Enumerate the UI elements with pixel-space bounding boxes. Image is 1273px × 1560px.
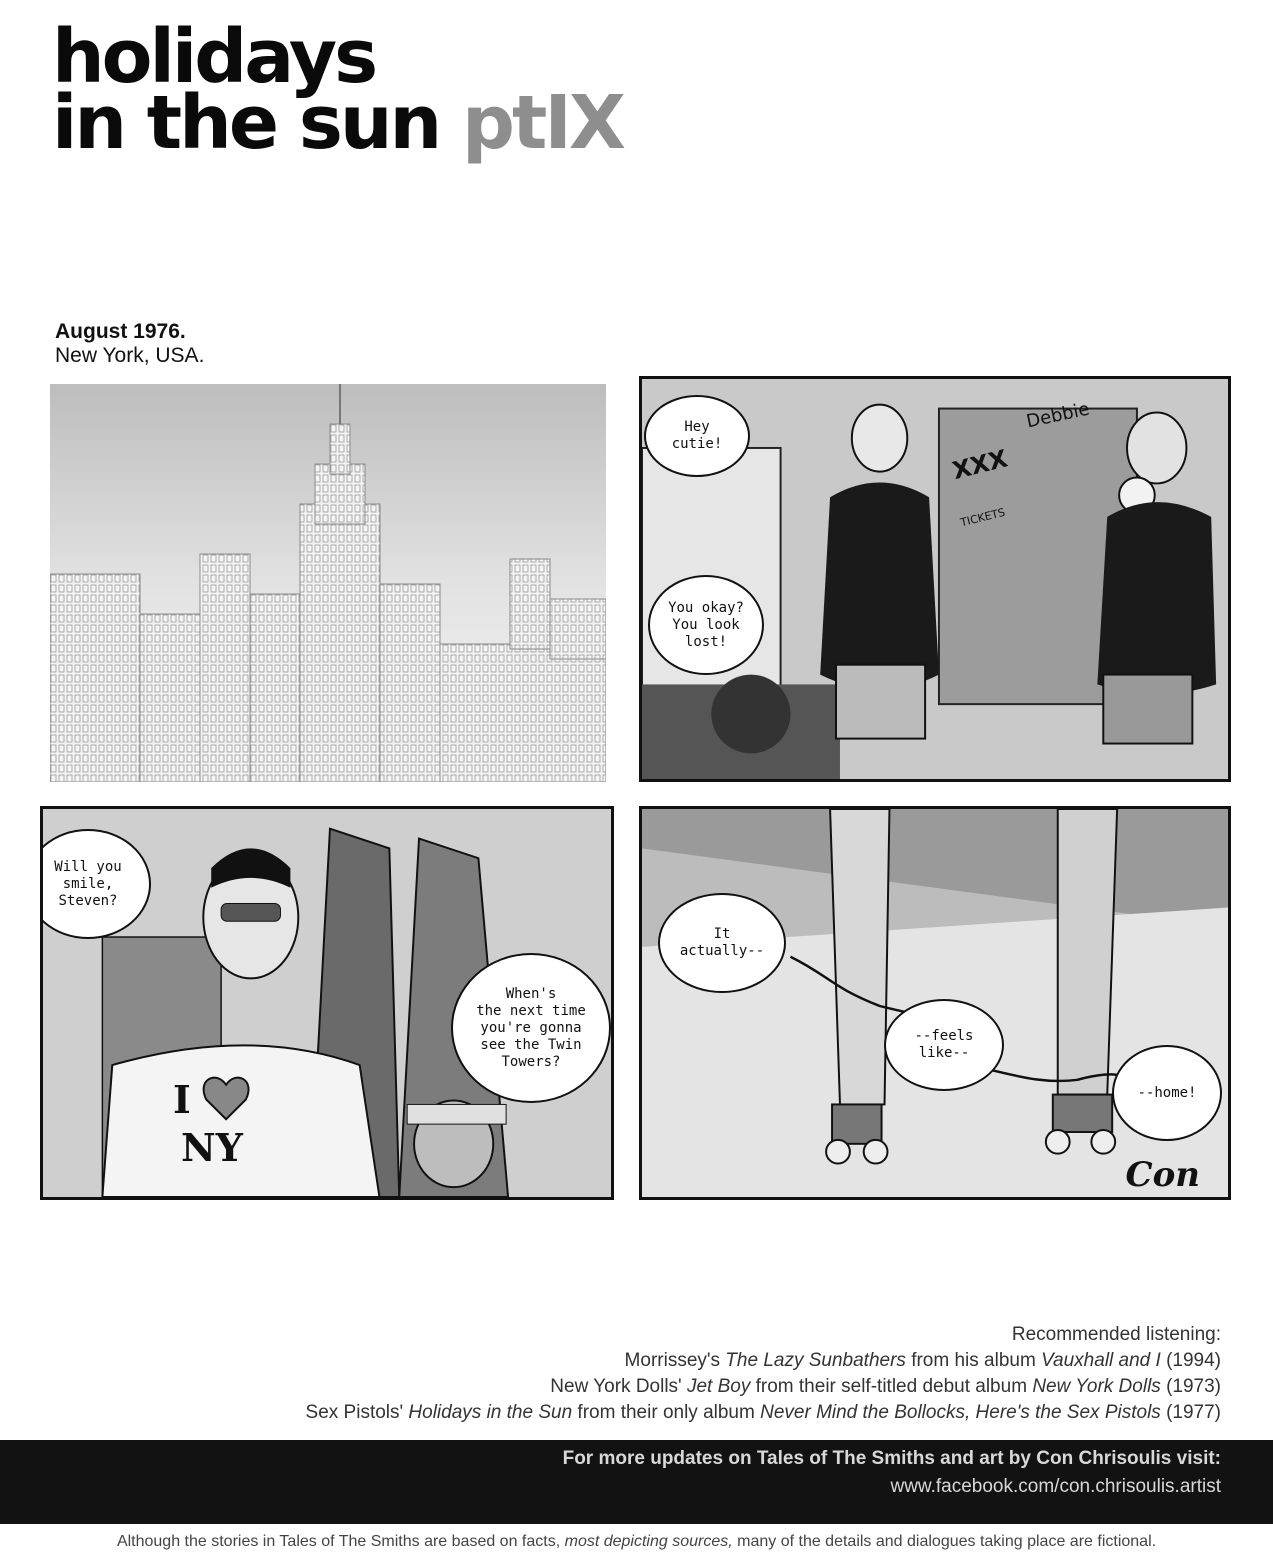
panel-street: [639, 376, 1231, 782]
page-title: [52, 14, 623, 166]
footer-lead: For more updates on Tales of The Smiths and art by Con Chrisoulis visit:: [562, 1448, 1221, 1469]
speech-balloon-hey-cutie: Hey cutie!: [644, 395, 750, 477]
speech-balloon-home: --home!: [1112, 1045, 1222, 1141]
speech-balloon-feels-like: --feels like--: [884, 999, 1004, 1091]
sign-xxx: XXX: [949, 444, 1011, 486]
skyline-illustration: [50, 384, 606, 782]
panel-skyline: [50, 384, 606, 782]
speech-balloon-you-okay: You okay? You look lost!: [648, 575, 764, 675]
listening-item: New York Dolls' Jet Boy from their self-titled debut album New York Dolls (1973): [550, 1376, 1221, 1397]
listening-item: Morrissey's The Lazy Sunbathers from his album Vauxhall and I (1994): [624, 1350, 1221, 1371]
listening-item: Sex Pistols' Holidays in the Sun from their only album Never Mind the Bollocks, Here's the Sex Pistols (1977): [305, 1402, 1221, 1423]
shirt-letters-ny: NY: [181, 1125, 243, 1170]
recommended-listening: [306, 1322, 1221, 1426]
artist-signature: Con: [1125, 1155, 1200, 1195]
title-line-1: holidays: [52, 14, 376, 100]
panel-twin-towers: [40, 806, 614, 1200]
footer-url-link[interactable]: www.facebook.com/con.chrisoulis.artist: [890, 1476, 1221, 1497]
disclaimer: Although the stories in Tales of The Smiths are based on facts, most depicting sources, many of the details and dialogues taking place are fictional.: [116, 1533, 1157, 1550]
sign-tickets: TICKETS: [959, 505, 1007, 530]
footer-bar: [0, 1440, 1273, 1524]
dateline-date: August 1976.: [55, 320, 186, 343]
sign-debbie: Debbie: [1024, 398, 1092, 433]
title-line-2: in the sun: [52, 80, 440, 166]
speech-balloon-it-actually: It actually--: [658, 893, 786, 993]
dateline: [55, 320, 204, 368]
speech-balloon-will-you-smile: Will you smile, Steven?: [40, 829, 151, 939]
listening-heading: Recommended listening:: [1011, 1324, 1221, 1345]
shirt-letter-i: I: [173, 1077, 191, 1122]
title-part: ptIX: [462, 80, 623, 166]
speech-balloon-twin-towers: When's the next time you're gonna see the Twin Towers?: [451, 953, 611, 1103]
panel-skates: [639, 806, 1231, 1200]
dateline-place: New York, USA.: [55, 344, 205, 367]
